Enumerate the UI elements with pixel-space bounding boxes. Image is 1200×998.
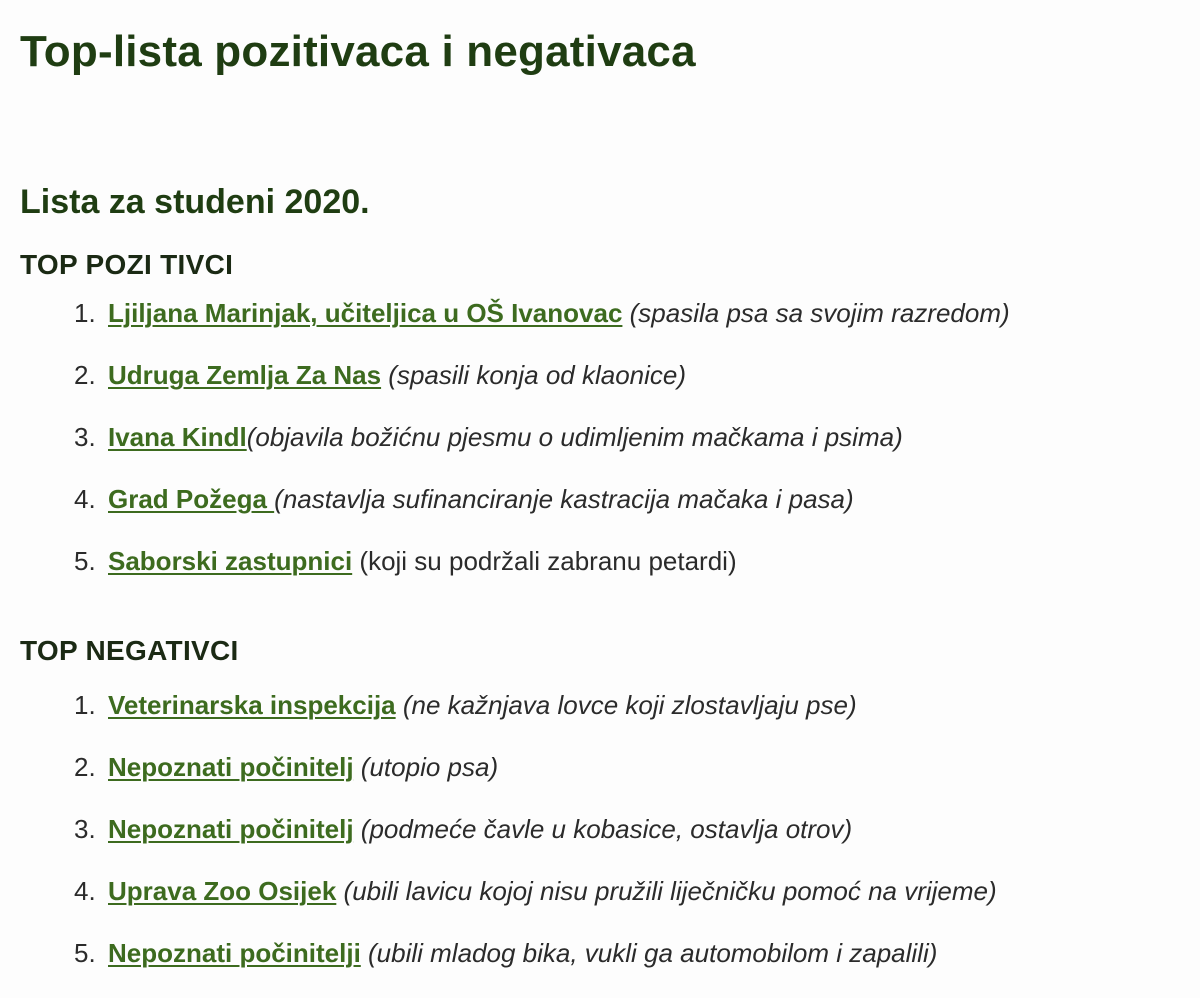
list-number: 2. <box>74 360 96 390</box>
positives-heading: TOP POZI TIVCI <box>20 249 234 280</box>
positive-item-5 <box>20 538 1200 600</box>
positive-link-4[interactable]: Grad Požega <box>108 484 275 514</box>
negative-note-3: (podmeće čavle u kobasice, ostavlja otrov) <box>353 814 853 844</box>
positive-note-4: (nastavlja sufinanciranje kastracija mačaka i pasa) <box>274 484 854 514</box>
positive-note-1: (spasila psa sa svojim razredom) <box>622 298 1010 328</box>
positive-item-2 <box>20 352 1200 414</box>
list-number: 3. <box>74 422 96 452</box>
negatives-heading: TOP NEGATIVCI <box>20 635 239 666</box>
list-heading: Lista za studeni 2020. <box>20 183 370 221</box>
positive-item-3 <box>20 414 1200 476</box>
page-title: Top-lista pozitivaca i negativaca <box>20 27 696 76</box>
negative-link-4[interactable]: Uprava Zoo Osijek <box>108 876 337 906</box>
list-number: 5. <box>74 938 96 968</box>
list-number: 5. <box>74 546 96 576</box>
negative-item-4 <box>20 868 1200 930</box>
positive-note-3: (objavila božićnu pjesmu o udimljenim mačkama i psima) <box>246 422 903 452</box>
negative-note-2: (utopio psa) <box>353 752 499 782</box>
negative-link-3[interactable]: Nepoznati počinitelj <box>108 814 354 844</box>
list-number: 3. <box>74 814 96 844</box>
positive-link-5[interactable]: Saborski zastupnici <box>108 546 353 576</box>
positive-note-2: (spasili konja od klaonice) <box>381 360 687 390</box>
negative-item-3 <box>20 806 1200 868</box>
positive-link-3[interactable]: Ivana Kindl <box>108 422 247 452</box>
negative-note-5: (ubili mladog bika, vukli ga automobilom i zapalili) <box>360 938 938 968</box>
negative-link-5[interactable]: Nepoznati počinitelji <box>108 938 361 968</box>
negative-link-2[interactable]: Nepoznati počinitelj <box>108 752 354 782</box>
negative-link-1[interactable]: Veterinarska inspekcija <box>108 690 396 720</box>
positive-item-4 <box>20 476 1200 538</box>
list-number: 1. <box>74 690 96 720</box>
list-number: 2. <box>74 752 96 782</box>
negative-note-4: (ubili lavicu kojoj nisu pružili liječničku pomoć na vrijeme) <box>336 876 997 906</box>
negative-item-2 <box>20 744 1200 806</box>
positive-link-2[interactable]: Udruga Zemlja Za Nas <box>108 360 382 390</box>
negative-item-1 <box>20 682 1200 744</box>
list-number: 1. <box>74 298 96 328</box>
negative-item-5 <box>20 930 1200 992</box>
positive-item-1 <box>20 290 1200 352</box>
positive-link-1[interactable]: Ljiljana Marinjak, učiteljica u OŠ Ivanovac <box>108 298 623 328</box>
negatives-list <box>20 682 1200 992</box>
list-number: 4. <box>74 484 96 514</box>
negative-note-1: (ne kažnjava lovce koji zlostavljaju pse) <box>395 690 857 720</box>
positives-list <box>20 290 1200 600</box>
list-number: 4. <box>74 876 96 906</box>
positive-note-5: (koji su podržali zabranu petardi) <box>352 546 737 576</box>
